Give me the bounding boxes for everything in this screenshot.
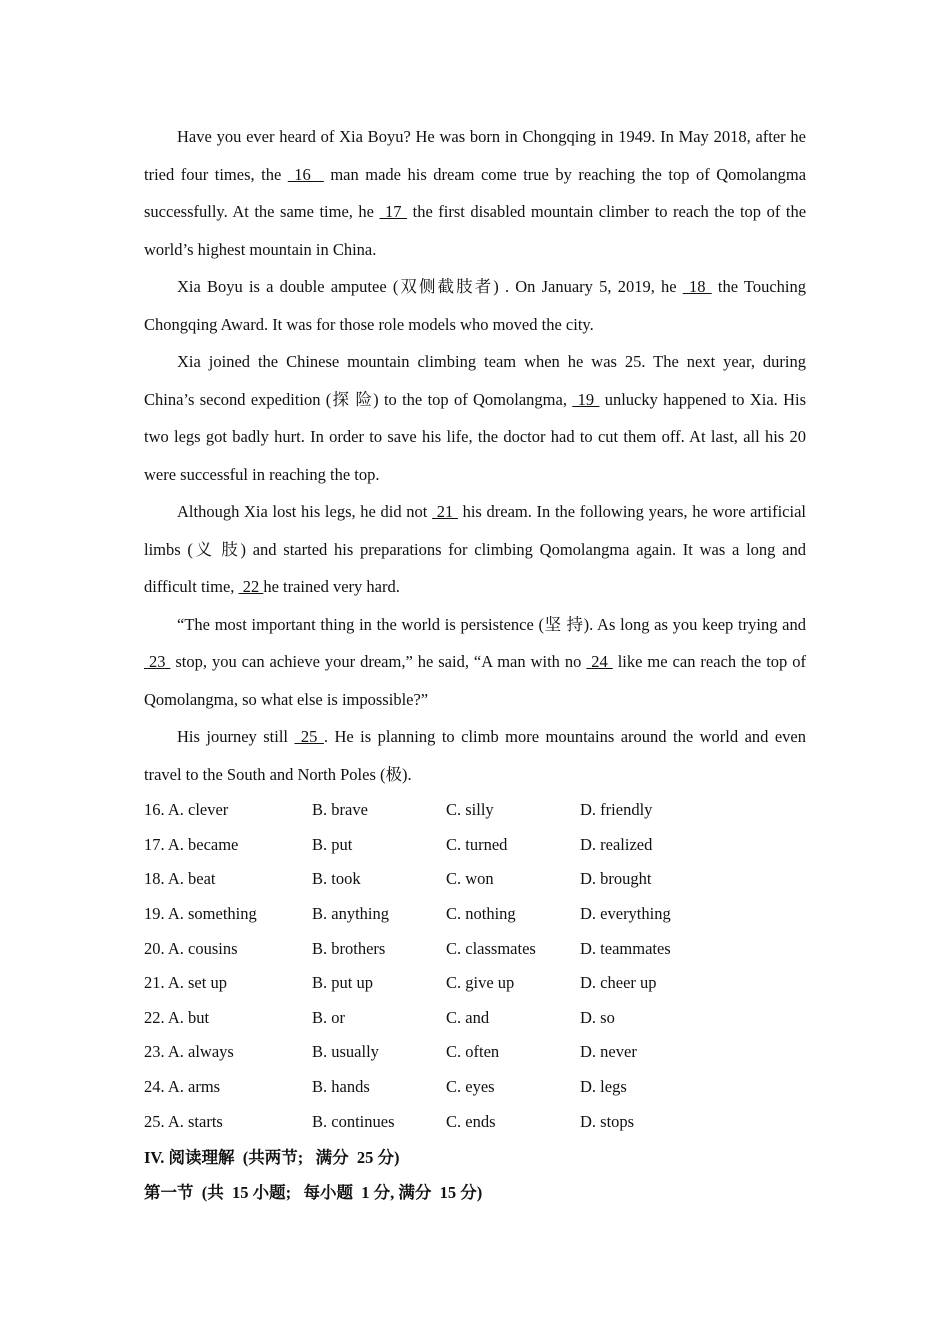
blank-21: 21 [432, 502, 458, 521]
option-d: D. realized [580, 834, 653, 854]
option-b: B. took [312, 869, 361, 889]
option-d: D. cheer up [580, 973, 657, 993]
option-a: 24. A. arms [144, 1077, 221, 1097]
option-a: 16. A. clever [144, 800, 229, 820]
paragraph-text: . He is planning to climb more mountains around the world and even travel to the South and North Poles (极). [144, 727, 806, 784]
option-c: C. turned [446, 834, 508, 854]
option-c: C. and [446, 1007, 490, 1027]
option-a: 23. A. always [144, 1042, 234, 1062]
option-c: C. ends [446, 1111, 496, 1131]
option-c: C. silly [446, 800, 494, 820]
blank-19: 19 [572, 389, 600, 409]
passage-paragraph-6 [144, 718, 806, 793]
option-c: C. often [446, 1042, 500, 1062]
option-d: D. legs [580, 1077, 627, 1097]
paragraph-text: the Touching Chongqing Award. It was for those role models who moved the city. [144, 277, 807, 334]
option-a: 25. A. starts [144, 1111, 223, 1131]
paragraph-text: he trained very hard. [263, 577, 400, 596]
option-row-16 [144, 793, 806, 828]
answer-options [144, 793, 806, 1139]
option-row-23 [144, 1035, 806, 1070]
option-a: 20. A. cousins [144, 938, 238, 958]
passage-paragraph-1 [144, 118, 806, 268]
exam-page [144, 118, 806, 1208]
option-a: 21. A. set up [144, 973, 227, 993]
paragraph-text: Have you ever heard of Xia Boyu? He was born in Chongqing in 1949. In May 2018, after he tried four times, the [144, 127, 806, 184]
option-c: C. eyes [446, 1077, 495, 1097]
option-b: B. put up [312, 973, 373, 993]
paragraph-text: man made his dream come true by reaching the top of Qomolangma successfully. At the same time, he [144, 164, 807, 221]
option-c: C. give up [446, 973, 515, 993]
paragraph-text: unlucky happened to Xia. His two legs got badly hurt. In order to save his life, the doctor had to cut them off. At last, all his 20 were successful in reaching the top. [144, 389, 807, 484]
passage-paragraph-5 [144, 606, 806, 719]
subsection-heading: 第一节 (共 15 小题; 每小题 1 分, 满分 15 分) [144, 1182, 483, 1202]
option-b: B. or [312, 1007, 345, 1027]
passage-paragraph-3 [144, 343, 806, 493]
blank-16: 16 [287, 164, 324, 184]
blank-23: 23 [144, 652, 171, 671]
option-d: D. never [580, 1042, 637, 1062]
option-d: D. stops [580, 1111, 635, 1131]
option-d: D. friendly [580, 800, 653, 820]
option-c: C. won [446, 869, 494, 889]
option-a: 18. A. beat [144, 869, 216, 889]
option-c: C. classmates [446, 938, 536, 958]
option-b: B. anything [312, 904, 389, 924]
paragraph-text: Xia Boyu is a double amputee (双侧截肢者) . On January 5, 2019, he [177, 277, 683, 296]
paragraph-text: Although Xia lost his legs, he did not [177, 502, 433, 521]
section-heading: IV. 阅读理解 (共两节; 满分 25 分) [144, 1148, 400, 1168]
paragraph-text: Xia joined the Chinese mountain climbing team when he was 25. The next year, during China’s second expedition (探 险) to the top of Qomolangma, [144, 352, 806, 409]
option-c: C. nothing [446, 904, 516, 924]
option-row-20 [144, 931, 806, 966]
paragraph-text: stop, you can achieve your dream,” he said, “A man with no [170, 652, 587, 671]
passage-paragraph-2 [144, 268, 806, 343]
paragraph-text: his dream. In the following years, he wore artificial limbs (义 肢) and started his preparations for climbing Qomolangma again. It was a long and difficult time, [144, 502, 806, 596]
option-b: B. brothers [312, 938, 386, 958]
blank-24: 24 [586, 652, 613, 671]
option-a: 19. A. something [144, 904, 257, 924]
paragraph-text: “The most important thing in the world is persistence (坚 持). As long as you keep trying and [177, 614, 806, 634]
blank-25: 25 [294, 727, 324, 746]
option-b: B. brave [312, 800, 368, 820]
blank-18: 18 [682, 277, 712, 296]
option-b: B. put [312, 834, 353, 854]
option-d: D. brought [580, 869, 652, 889]
option-d: D. so [580, 1007, 615, 1027]
paragraph-text: the first disabled mountain climber to reach the top of the world’s highest mountain in China. [144, 202, 807, 259]
option-row-18 [144, 862, 806, 897]
blank-22: 22 [238, 577, 264, 596]
option-row-19 [144, 897, 806, 932]
option-b: B. continues [312, 1111, 395, 1131]
option-b: B. usually [312, 1042, 379, 1062]
option-row-24 [144, 1070, 806, 1105]
option-row-21 [144, 966, 806, 1001]
option-d: D. everything [580, 904, 671, 924]
option-b: B. hands [312, 1077, 370, 1097]
option-row-25 [144, 1104, 806, 1139]
paragraph-text: like me can reach the top of Qomolangma, so what else is impossible?” [144, 652, 806, 709]
passage-paragraph-4 [144, 493, 806, 606]
option-d: D. teammates [580, 938, 671, 958]
blank-17: 17 [379, 202, 408, 221]
option-row-17 [144, 828, 806, 863]
paragraph-text: His journey still [177, 727, 295, 746]
option-a: 22. A. but [144, 1007, 210, 1027]
option-row-22 [144, 1001, 806, 1036]
option-a: 17. A. became [144, 834, 239, 854]
